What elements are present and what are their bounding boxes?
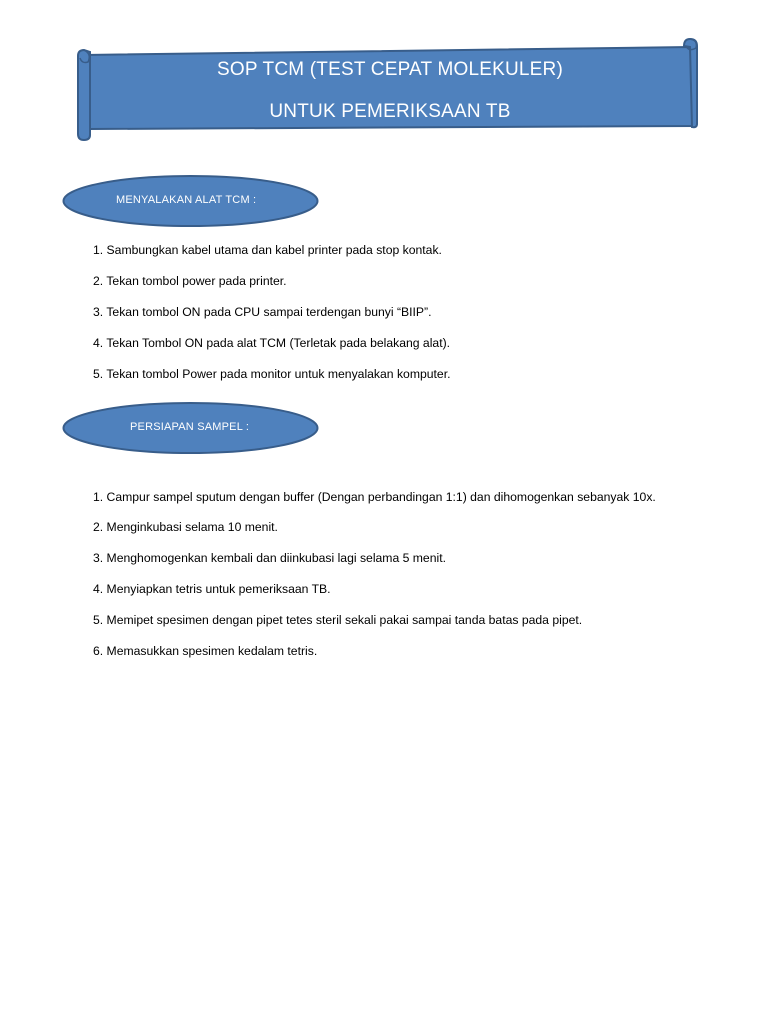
- list-item: 2. Tekan tombol power pada printer.: [93, 274, 287, 288]
- banner-title-line-1: SOP TCM (TEST CEPAT MOLEKULER): [217, 59, 563, 80]
- section-ellipse-shape: [0, 401, 768, 457]
- list-item: 4. Tekan Tombol ON pada alat TCM (Terletak pada belakang alat).: [93, 336, 451, 350]
- banner-title-line-2: UNTUK PEMERIKSAAN TB: [269, 101, 511, 122]
- step-list: [93, 487, 673, 672]
- section-heading: MENYALAKAN ALAT TCM :: [116, 194, 257, 206]
- list-item: 6. Memasukkan spesimen kedalam tetris.: [93, 644, 318, 658]
- list-item: 1. Campur sampel sputum dengan buffer (Dengan perbandingan 1:1) dan dihomogenkan sebanyak 10x.: [93, 490, 656, 504]
- list-item: 4. Menyiapkan tetris untuk pemeriksaan TB.: [93, 582, 331, 596]
- section-heading: PERSIAPAN SAMPEL :: [130, 421, 250, 433]
- list-item: 5. Tekan tombol Power pada monitor untuk menyalakan komputer.: [93, 367, 451, 381]
- list-item: 3. Tekan tombol ON pada CPU sampai terdengan bunyi “BIIP”.: [93, 305, 432, 319]
- list-item: 2. Menginkubasi selama 10 menit.: [93, 520, 278, 534]
- list-item: 3. Menghomogenkan kembali dan diinkubasi lagi selama 5 menit.: [93, 551, 446, 565]
- list-item: 5. Memipet spesimen dengan pipet tetes steril sekali pakai sampai tanda batas pada pipet.: [93, 613, 583, 627]
- step-list: [93, 240, 673, 395]
- list-item: 1. Sambungkan kabel utama dan kabel printer pada stop kontak.: [93, 243, 442, 257]
